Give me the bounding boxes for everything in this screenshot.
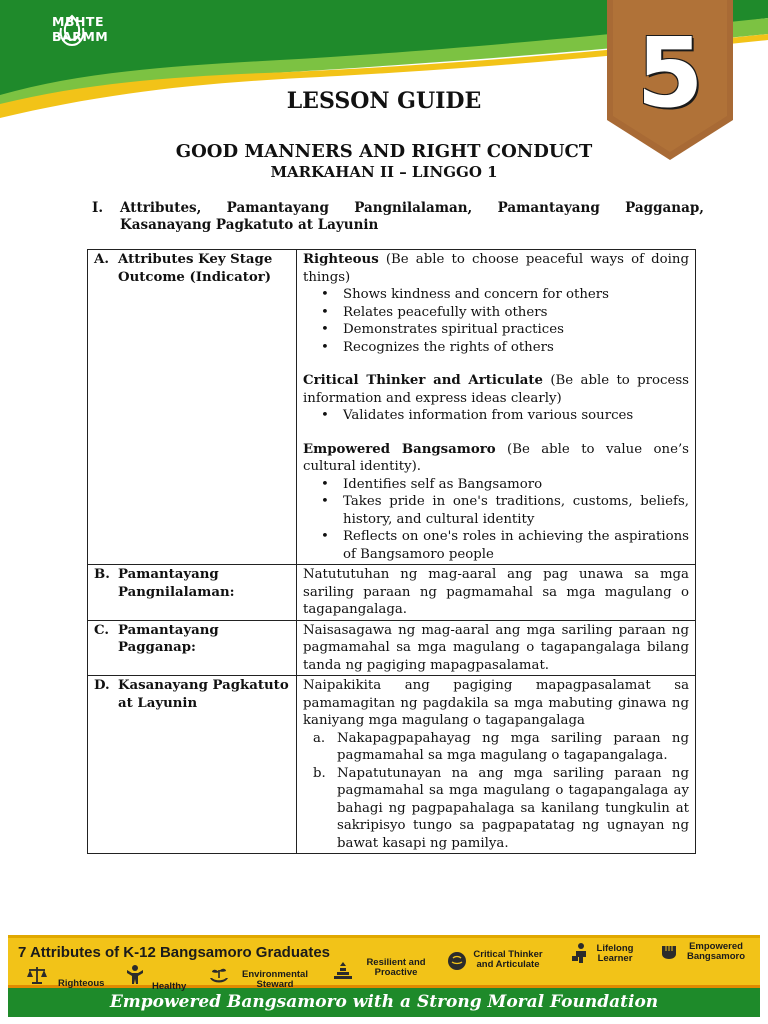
row-letter: D. [94,678,110,693]
table-row [88,676,696,854]
bullet-list [303,476,689,564]
row-letter: A. [94,252,109,267]
attribute-desc: (Be able to value one’s cultural identity). [303,441,689,474]
objective-intro: Naipakikita ang pagiging mapagpasalamat sa pamamagitan ng pagdakila sa mga mabuting ginawa ng kaniyang mga magulang o tagapangalaga [303,678,689,728]
list-item: • Relates peacefully with others [343,304,689,322]
footer-slogan: Empowered Bangsamoro with a Strong Moral Foundation [109,992,659,1012]
fist-icon [658,938,680,960]
list-item: • Demonstrates spiritual practices [343,321,689,339]
table-row [88,565,696,621]
attribute-desc: (Be able to process information and express ideas clearly) [303,373,690,406]
row-content-cell: Naisasagawa ng mag-aaral ang mga sariling paraan ng pagmamahal sa mga magulang o tagapangalaga bilang tanda ng pagiging mapagpasalamat. [297,620,696,676]
attribute-label: Critical Thinker and Articulate [473,949,543,970]
ladder-icon [332,960,354,982]
row-label-cell [88,250,297,565]
row-label: Kasanayang Pagkatuto at Layunin [118,678,289,711]
bullet-list [303,407,689,425]
list-item [313,730,689,765]
attribute-desc: (Be able to choose peaceful ways of doing things) [303,252,689,285]
logo-line-1: MBHTE [52,14,104,29]
grade-number: 5 [636,17,704,129]
item-marker: b. [313,765,326,781]
quarter-title: MARKAHAN II – LINGGO 1 [270,163,498,181]
row-letter: B. [94,567,110,582]
scales-icon [26,964,48,986]
logo-text [52,14,108,44]
row-label: Pamantayang Pangnilalaman: [118,567,235,600]
row-label-cell [88,676,297,854]
list-item: • Shows kindness and concern for others [343,286,689,304]
item-marker: a. [313,730,326,746]
bullet-list [303,286,689,356]
footer-title: 7 Attributes of K-12 Bangsamoro Graduates [18,944,331,961]
list-item: • Validates information from various sources [343,407,689,425]
attribute-label: Resilient and Proactive [366,957,426,978]
attribute-label: Lifelong Learner [596,943,634,964]
row-content-cell: Natututuhan ng mag-aaral ang pag unawa sa mga sariling paraan ng pagmamahal sa mga magulang o tagapangalaga. [297,565,696,621]
section-text: Attributes, Pamantayang Pangnilalaman, Pamantayang Pagganap, Kasanayang Pagkatuto at Layunin [120,200,704,233]
attribute-title: Empowered Bangsamoro [303,441,496,457]
list-item: • Recognizes the rights of others [343,339,689,357]
list-item: • Reflects on one's roles in achieving the aspirations of Bangsamoro people [343,528,689,563]
row-label: Pamantayang Pagganap: [118,622,219,655]
row-content-cell [297,676,696,854]
attribute-title: Righteous [303,252,379,267]
attribute-label: Environmental Steward [242,969,308,990]
row-content-cell [297,250,696,565]
row-label: Attributes Key Stage Outcome (Indicator) [118,252,273,285]
list-item: • Takes pride in one's traditions, customs, beliefs, history, and cultural identity [343,493,689,528]
learner-icon [570,942,592,964]
list-item [313,765,689,853]
brain-icon [446,950,468,972]
plant-hands-icon [208,964,230,986]
table-row [88,620,696,676]
item-text: Nakapagpapahayag ng mga sariling paraan ng pagmamahal sa mga magulang o tagapangalaga. [337,730,689,763]
row-letter: C. [94,622,109,638]
lesson-table [87,249,696,854]
attribute-title: Critical Thinker and Articulate [303,373,543,388]
section-number: I. [92,200,104,216]
attribute-label: Righteous [58,978,105,989]
row-label-cell [88,565,297,621]
section-heading [92,200,704,234]
objective-list [303,730,689,853]
row-label-cell [88,620,297,676]
attribute-label: Healthy [152,981,187,992]
table-row [88,250,696,565]
attribute-label: Empowered Bangsamoro [686,941,746,962]
logo-line-2: BARMM [52,29,109,44]
page-title: LESSON GUIDE [286,88,482,114]
strong-person-icon [124,964,146,986]
list-item: • Identifies self as Bangsamoro [343,476,689,494]
item-text: Napatutunayan na ang mga sariling paraan ng pagmamahal sa mga magulang o tagapangalaga ay bahagi ng pagpapahalaga sa kanilang tungkulin at sakripisyo tungo sa pagpapatatag ng ugnayan ng bawat kasapi ng pamilya. [337,765,689,851]
subject-title: GOOD MANNERS AND RIGHT CONDUCT [175,141,593,162]
